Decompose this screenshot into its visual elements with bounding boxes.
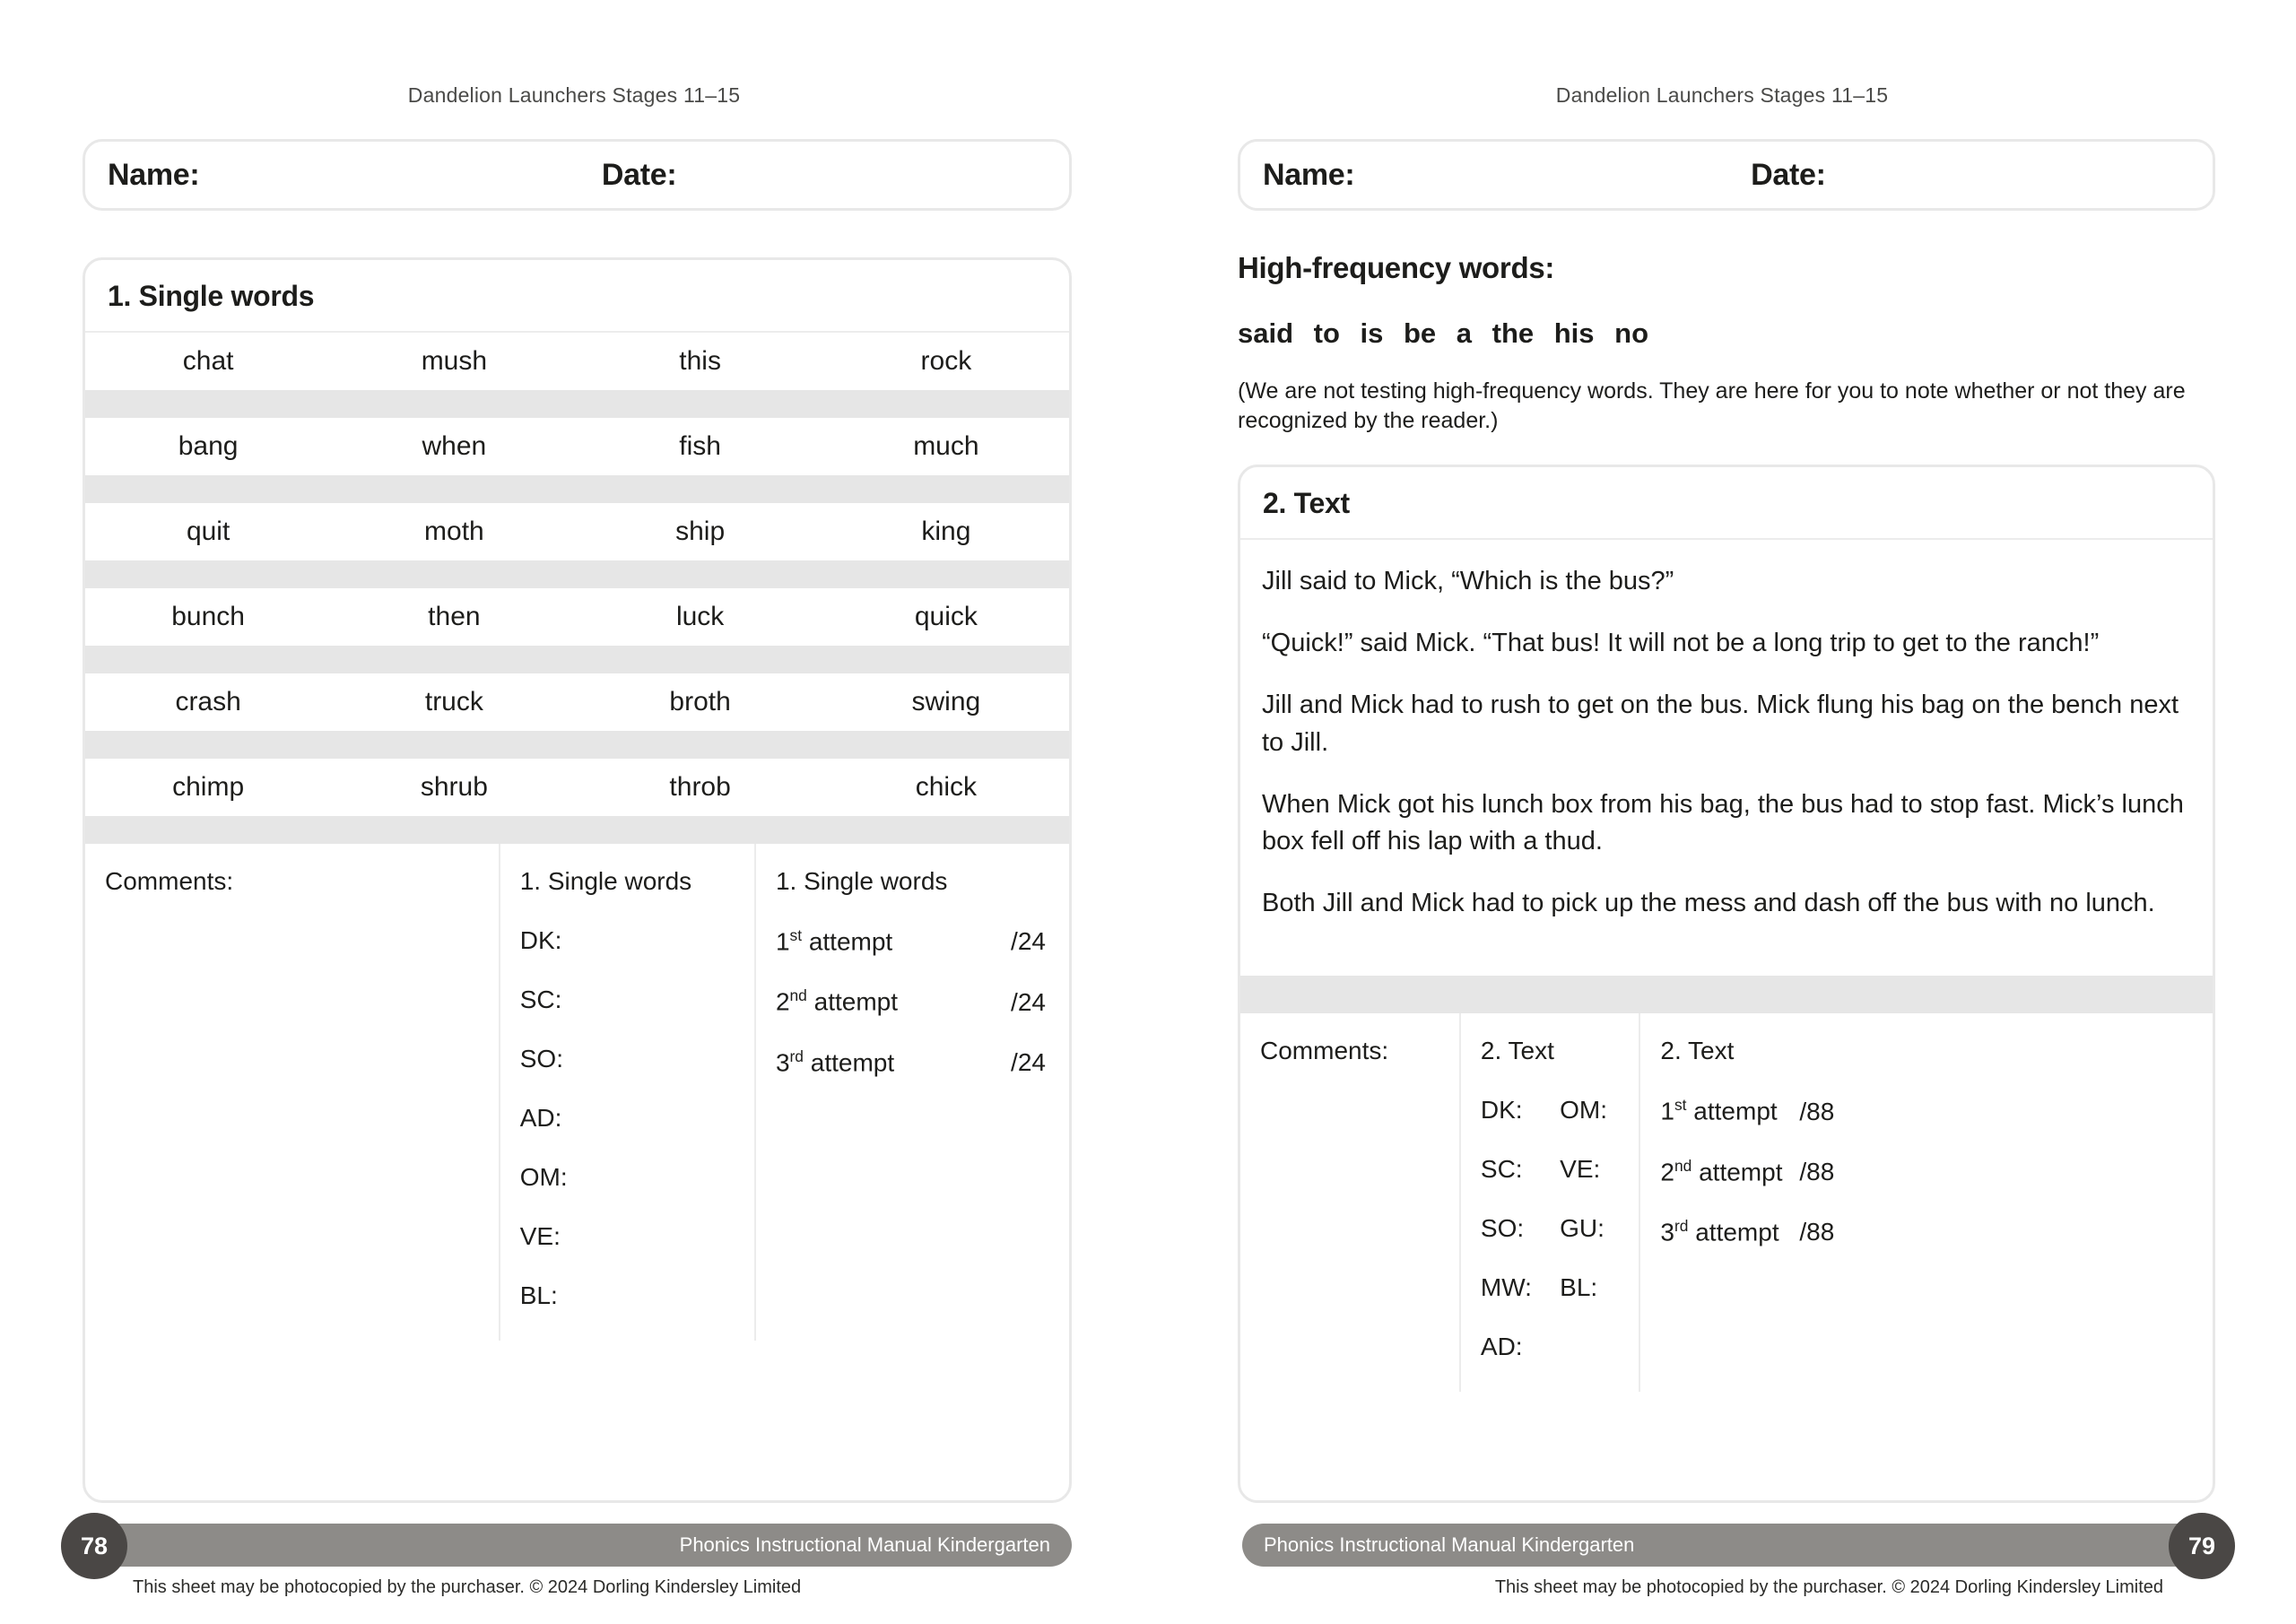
word-cell: then bbox=[428, 602, 481, 631]
code-label[interactable]: VE: bbox=[1560, 1155, 1601, 1184]
table-row bbox=[85, 503, 1069, 560]
attempt-row[interactable] bbox=[1660, 1096, 1857, 1125]
word-cell: rock bbox=[920, 346, 972, 376]
code-label[interactable]: VE: bbox=[519, 1222, 561, 1250]
word-cell: chimp bbox=[172, 772, 245, 802]
word-cell: throb bbox=[669, 772, 731, 802]
running-head: Dandelion Launchers Stages 11–15 bbox=[407, 83, 741, 107]
word-cell: much bbox=[913, 431, 979, 461]
comments-column[interactable] bbox=[85, 844, 499, 1341]
code-pair-row bbox=[1481, 1096, 1639, 1155]
footer-bar bbox=[1242, 1524, 2211, 1567]
date-label: Date: bbox=[1751, 157, 1826, 192]
section-title: 1. Single words bbox=[85, 260, 1069, 333]
code-label[interactable]: AD: bbox=[519, 1104, 562, 1132]
word-cell: mush bbox=[421, 346, 488, 376]
word-cell: king bbox=[921, 517, 971, 546]
story-paragraph: When Mick got his lunch box from his bag, the bus had to stop fast. Mick’s lunch box fell off his lap with a thud. bbox=[1262, 789, 2184, 855]
word-cell: luck bbox=[675, 602, 725, 631]
high-frequency-note: (We are not testing high-frequency words. They are here for you to note whether or not they are recognized by the reader.) bbox=[1238, 378, 2186, 434]
page-footer bbox=[0, 1507, 1148, 1624]
copyright-text: This sheet may be photocopied by the purchaser. © 2024 Dorling Kindersley Limited bbox=[1494, 1577, 2163, 1597]
attempt-score: /88 bbox=[1799, 1157, 1835, 1185]
high-frequency-words: said to is be a the his no bbox=[1238, 317, 1649, 349]
table-row bbox=[85, 418, 1069, 475]
footer-bar-text: Phonics Instructional Manual Kindergarten bbox=[679, 1533, 1050, 1556]
text-section bbox=[1238, 465, 2215, 1503]
attempts-heading: 2. Text bbox=[1660, 1037, 1735, 1065]
comments-label: Comments: bbox=[105, 867, 234, 895]
attempt-score: /24 bbox=[1011, 1047, 1046, 1076]
story-text bbox=[1240, 540, 2213, 936]
page-footer bbox=[1148, 1507, 2296, 1624]
attempt-row[interactable] bbox=[1660, 1157, 1857, 1186]
attempt-label: 3rd attempt bbox=[775, 1046, 895, 1076]
code-pair-row bbox=[1481, 1273, 1639, 1333]
word-cell: truck bbox=[424, 687, 483, 716]
code-pair-row bbox=[1481, 1214, 1639, 1273]
word-cell: when bbox=[422, 431, 487, 461]
code-label[interactable]: BL: bbox=[519, 1281, 558, 1309]
row-separator bbox=[85, 475, 1069, 503]
word-cell: chat bbox=[182, 346, 234, 376]
name-date-box bbox=[1238, 139, 2215, 211]
word-cell: crash bbox=[175, 687, 241, 716]
code-label[interactable]: BL: bbox=[1560, 1273, 1598, 1302]
word-cell: bang bbox=[178, 431, 239, 461]
word-cell: ship bbox=[675, 517, 726, 546]
name-date-box bbox=[83, 139, 1072, 211]
row-separator bbox=[85, 560, 1069, 588]
running-head: Dandelion Launchers Stages 11–15 bbox=[1555, 83, 1889, 107]
word-cell: swing bbox=[911, 687, 981, 716]
code-pair-row bbox=[1481, 1333, 1639, 1392]
code-label[interactable]: MW: bbox=[1480, 1273, 1532, 1302]
attempts-heading: 1. Single words bbox=[775, 867, 948, 895]
section-title: 2. Text bbox=[1240, 467, 2213, 540]
comments-grid bbox=[1240, 1013, 2213, 1392]
right-page bbox=[1148, 0, 2296, 1624]
word-cell: broth bbox=[669, 687, 731, 716]
copyright-text: This sheet may be photocopied by the purchaser. © 2024 Dorling Kindersley Limited bbox=[133, 1577, 802, 1597]
page-number-badge: 78 bbox=[61, 1513, 127, 1579]
code-label[interactable]: SO: bbox=[519, 1045, 563, 1073]
code-label[interactable]: SC: bbox=[1480, 1155, 1523, 1184]
code-label[interactable]: DK: bbox=[519, 926, 562, 954]
row-separator bbox=[85, 390, 1069, 418]
single-words-section bbox=[83, 257, 1072, 1503]
attempt-label: 3rd attempt bbox=[1660, 1216, 1779, 1246]
code-label[interactable]: SO: bbox=[1480, 1214, 1525, 1243]
section-gap-band bbox=[85, 816, 1069, 844]
code-label[interactable]: DK: bbox=[1480, 1096, 1523, 1125]
word-cell: quit bbox=[186, 517, 230, 546]
attempt-score: /88 bbox=[1799, 1218, 1835, 1246]
page-number-badge: 79 bbox=[2169, 1513, 2235, 1579]
comments-column[interactable] bbox=[1240, 1013, 1459, 1392]
code-label[interactable]: SC: bbox=[519, 986, 562, 1013]
code-label[interactable]: OM: bbox=[1560, 1096, 1608, 1125]
footer-bar bbox=[85, 1524, 1072, 1567]
story-paragraph: Both Jill and Mick had to pick up the mess and dash off the bus with no lunch. bbox=[1262, 889, 2155, 918]
codes-heading: 1. Single words bbox=[519, 867, 692, 895]
single-words-table bbox=[85, 333, 1069, 816]
code-label[interactable]: AD: bbox=[1480, 1333, 1523, 1361]
row-separator bbox=[85, 731, 1069, 759]
row-separator bbox=[85, 646, 1069, 673]
date-label: Date: bbox=[601, 157, 677, 192]
attempt-label: 1st attempt bbox=[1660, 1096, 1778, 1125]
attempt-row[interactable] bbox=[1660, 1217, 1857, 1246]
word-cell: moth bbox=[424, 517, 484, 546]
word-cell: quick bbox=[914, 602, 978, 631]
comments-label: Comments: bbox=[1260, 1037, 1389, 1065]
attempt-score: /24 bbox=[1011, 927, 1046, 956]
code-label[interactable]: OM: bbox=[519, 1163, 568, 1191]
attempt-label: 1st attempt bbox=[775, 926, 893, 956]
attempt-label: 2nd attempt bbox=[775, 986, 899, 1016]
table-row bbox=[85, 673, 1069, 731]
word-cell: chick bbox=[915, 772, 978, 802]
attempt-row[interactable] bbox=[776, 1047, 1069, 1077]
story-paragraph: “Quick!” said Mick. “That bus! It will not be a long trip to get to the ranch!” bbox=[1262, 629, 2100, 658]
attempt-row[interactable] bbox=[776, 926, 1069, 956]
word-cell: shrub bbox=[420, 772, 488, 802]
codes-column bbox=[499, 844, 754, 1341]
table-row bbox=[85, 759, 1069, 816]
codes-column bbox=[1459, 1013, 1639, 1392]
table-row bbox=[85, 333, 1069, 390]
word-cell: this bbox=[679, 346, 721, 376]
section-gap-band bbox=[1240, 976, 2213, 1013]
story-paragraph: Jill and Mick had to rush to get on the bus. Mick flung his bag on the bench next to Jill. bbox=[1262, 690, 2179, 757]
attempts-column bbox=[754, 844, 1069, 1341]
story-paragraph: Jill said to Mick, “Which is the bus?” bbox=[1262, 567, 1674, 595]
attempt-score: /88 bbox=[1799, 1097, 1835, 1125]
word-cell: fish bbox=[679, 431, 721, 461]
attempt-row[interactable] bbox=[776, 986, 1069, 1016]
attempt-label: 2nd attempt bbox=[1660, 1156, 1783, 1185]
footer-bar-text: Phonics Instructional Manual Kindergarten bbox=[1264, 1533, 1635, 1556]
attempts-column bbox=[1639, 1013, 1857, 1392]
comments-grid bbox=[85, 844, 1069, 1341]
high-frequency-title: High-frequency words: bbox=[1238, 251, 1555, 284]
code-pair-row bbox=[1481, 1155, 1639, 1214]
attempt-score: /24 bbox=[1011, 987, 1046, 1016]
word-cell: bunch bbox=[171, 602, 245, 631]
code-label[interactable]: GU: bbox=[1560, 1214, 1605, 1243]
name-label: Name: bbox=[108, 157, 200, 192]
codes-heading: 2. Text bbox=[1480, 1037, 1554, 1065]
name-label: Name: bbox=[1263, 157, 1355, 192]
table-row bbox=[85, 588, 1069, 646]
